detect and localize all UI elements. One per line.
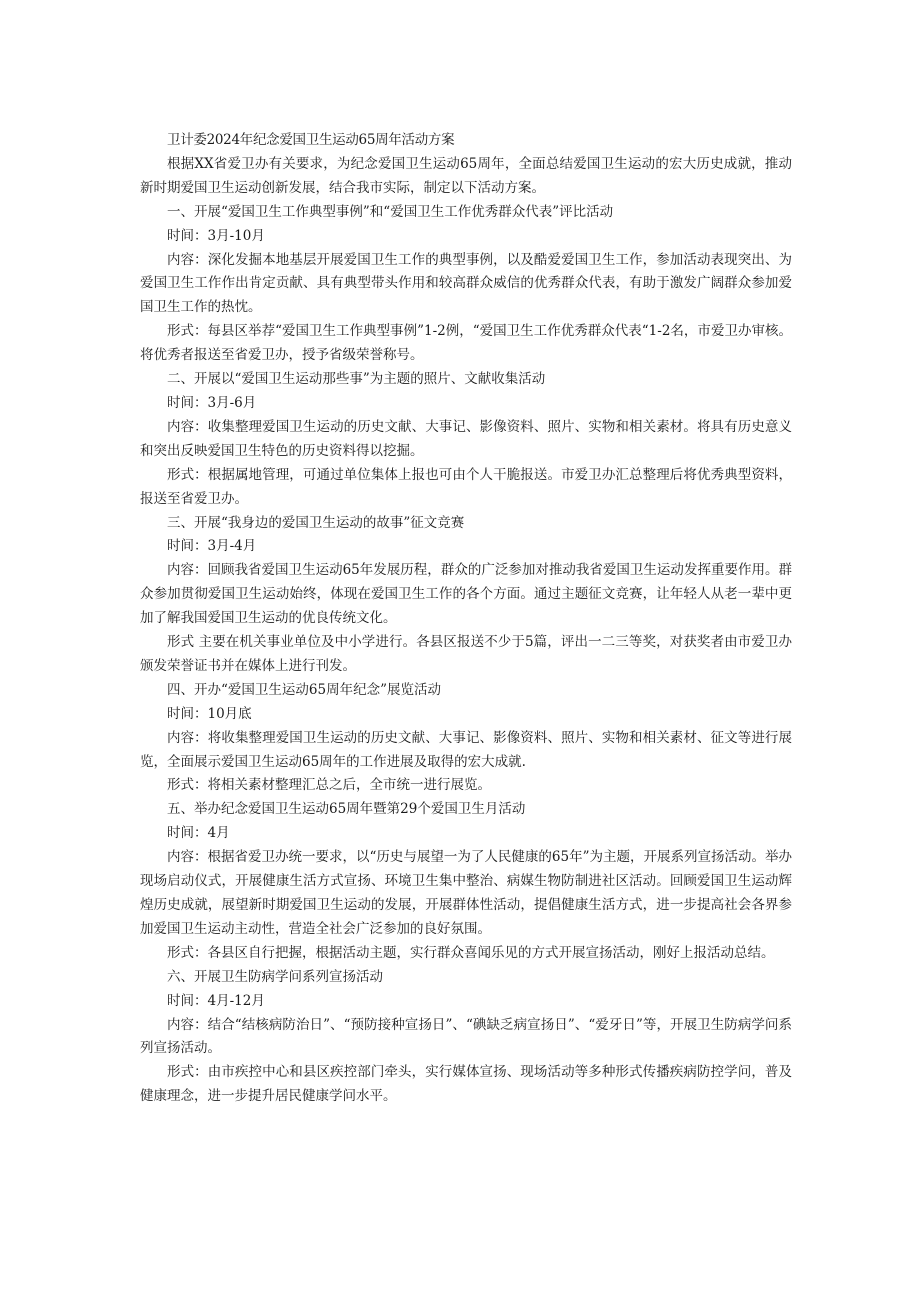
section-3-time: 时间：3月-4月 [167, 538, 257, 555]
section-3-form: 形式 主要在机关事业单位及中小学进行。各县区报送不少于5篇，评出一二三等奖，对获奖者由市爱卫办颁发荣誉证书并在媒体上进行刊发。 [140, 634, 792, 674]
section-2-content: 内容：收集整理爱国卫生运动的历史文献、大事记、影像资料、照片、实物和相关素材。将具有历史意义和突出反映爱国卫生特色的历史资料得以挖掘。 [140, 418, 792, 459]
section-3-content: 内容：回顾我省爱国卫生运动65年发展历程，群众的广泛参加对推动我省爱国卫生运动发挥重要作用。群众参加贯彻爱国卫生运动始终，体现在爱国卫生工作的各个方面。通过主题征文竞赛，让年轻人从老一辈中更加了解我国爱国卫生运动的优良传统文化。 [140, 562, 792, 627]
section-3-heading: 三、开展“我身边的爱国卫生运动的故事”征文竞赛 [167, 514, 465, 531]
section-2-form: 形式：根据属地管理，可通过单位集体上报也可由个人干脆报送。市爱卫办汇总整理后将优秀典型资料，报送至省爱卫办。 [140, 466, 792, 507]
section-2-heading: 二、开展以“爱国卫生运动那些事”为主题的照片、文献收集活动 [167, 371, 546, 388]
section-4-content: 内容：将收集整理爱国卫生运动的历史文献、大事记、影像资料、照片、实物和相关素材、征文等进行展览，全面展示爱国卫生运动65周年的工作进展及取得的宏大成就. [140, 729, 792, 770]
section-4-heading: 四、开办“爱国卫生运动65周年纪念”展览活动 [167, 681, 441, 698]
section-6-form: 形式：由市疾控中心和县区疾控部门牵头，实行媒体宣扬、现场活动等多种形式传播疾病防控学问，普及健康理念，进一步提升居民健康学问水平。 [140, 1064, 792, 1105]
intro-paragraph: 根据XX省爱卫办有关要求，为纪念爱国卫生运动65周年，全面总结爱国卫生运动的宏大历史成就，推动新时期爱国卫生运动创新发展，结合我市实际，制定以下活动方案。 [140, 155, 792, 196]
section-1-time: 时间：3月-10月 [167, 227, 265, 244]
section-4-time: 时间：10月底 [167, 705, 252, 722]
section-1-content: 内容：深化发掘本地基层开展爱国卫生工作的典型事例，以及酷爱爱国卫生工作，参加活动表现突出、为爱国卫生工作作出肯定贡献、具有典型带头作用和较高群众威信的优秀群众代表，有助于激发广阔群众参加爱国卫生工作的热忱。 [140, 251, 792, 316]
section-2-time: 时间：3月-6月 [167, 394, 257, 411]
section-1-form: 形式：每县区举荐“爱国卫生工作典型事例”1-2例，“爱国卫生工作优秀群众代表“1-2名，市爱卫办审核。将优秀者报送至省爱卫办，授予省级荣誉称号。 [140, 323, 792, 364]
section-5-time: 时间：4月 [167, 825, 230, 842]
section-1-heading: 一、开展“爱国卫生工作典型事例”和“爱国卫生工作优秀群众代表”评比活动 [167, 203, 614, 220]
document-page [140, 129, 792, 1109]
section-5-form: 形式：各县区自行把握，根据活动主题，实行群众喜闻乐见的方式开展宣扬活动，刚好上报活动总结。 [167, 944, 775, 961]
section-6-heading: 六、开展卫生防病学问系列宣扬活动 [167, 968, 383, 985]
section-6-time: 时间：4月-12月 [167, 992, 265, 1009]
section-5-content: 内容：根据省爱卫办统一要求，以“历史与展望一为了人民健康的65年”为主题，开展系列宣扬活动。举办现场启动仪式，开展健康生活方式宣扬、环境卫生集中整治、病媒生物防制进社区活动。回顾爱国卫生运动辉煌历史成就，展望新时期爱国卫生运动的发展，开展群体性活动，提倡健康生活方式，进一步提高社会各界参加爱国卫生运动主动性，营造全社会广泛参加的良好氛围。 [140, 849, 792, 937]
section-5-heading: 五、举办纪念爱国卫生运动65周年暨第29个爱国卫生月活动 [167, 801, 526, 818]
section-6-content: 内容：结合“结核病防治日”、“预防接种宣扬日”、“碘缺乏病宣扬日”、“爱牙日”等，开展卫生防病学问系列宣扬活动。 [140, 1016, 792, 1057]
document-title: 卫计委2024年纪念爱国卫生运动65周年活动方案 [167, 132, 455, 148]
section-4-form: 形式：将相关素材整理汇总之后，全市统一进行展览。 [167, 777, 491, 794]
